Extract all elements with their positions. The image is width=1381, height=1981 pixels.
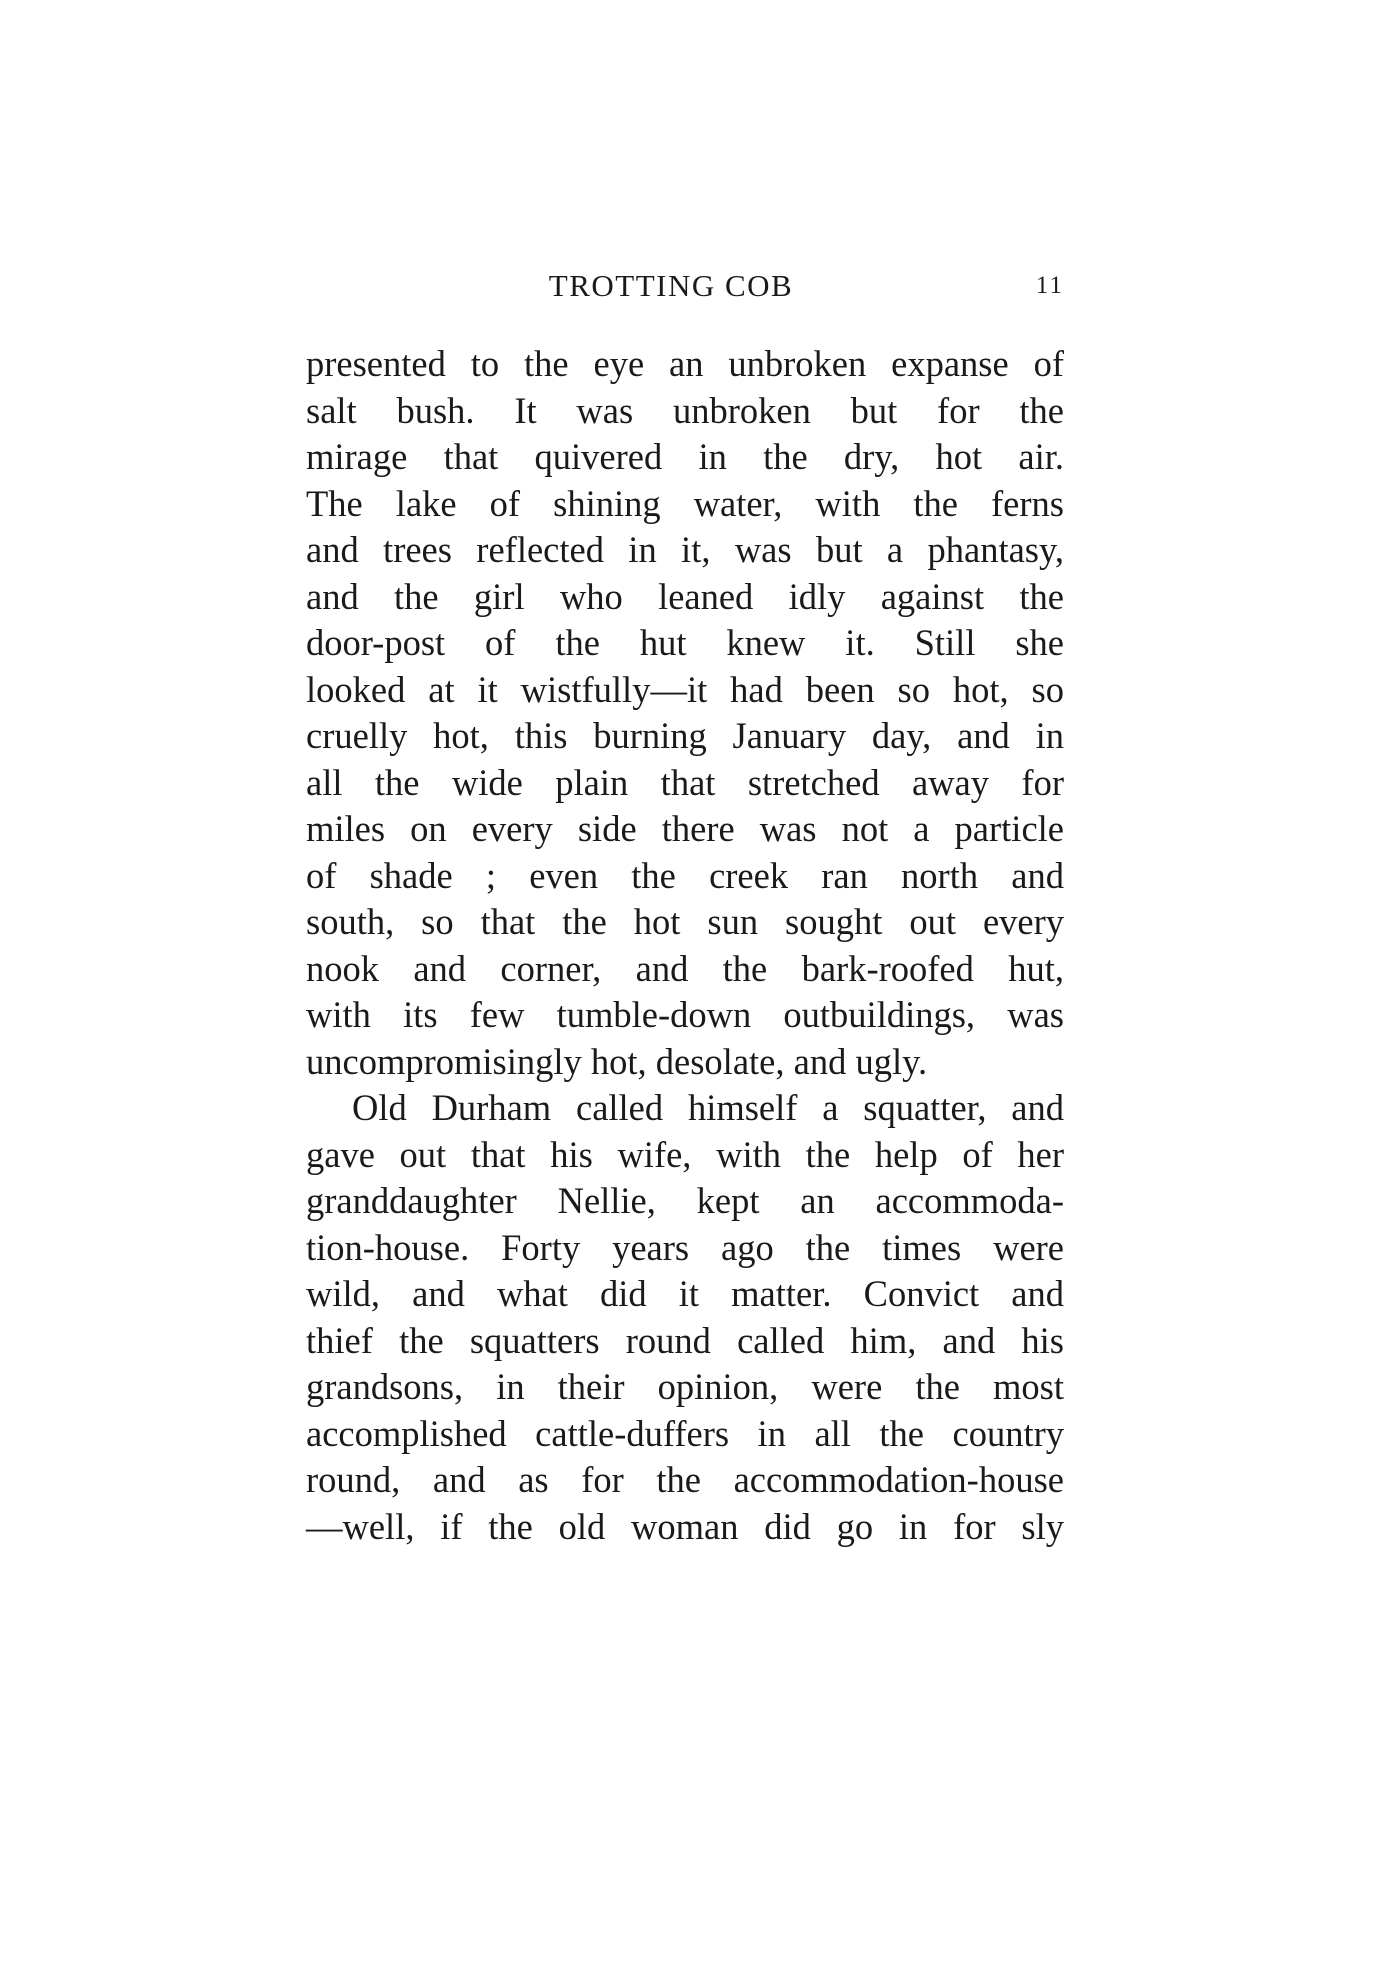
running-head <box>306 266 1064 306</box>
text-line: The lake of shining water, with the ferns <box>306 482 1064 524</box>
text-line: round, and as for the accommodation-house <box>306 1459 1064 1500</box>
text-line: looked at it wistfully—it had been so hot, so <box>306 668 1064 710</box>
text-line: with its few tumble-down outbuildings, was <box>306 994 1064 1035</box>
running-title: TROTTING COB <box>548 268 794 303</box>
text-line: miles on every side there was not a particle <box>306 808 1064 849</box>
text-line: —well, if the old woman did go in for sly <box>306 1505 1064 1547</box>
text-line: wild, and what did it matter. Convict and <box>306 1273 1064 1314</box>
text-line: granddaughter Nellie, kept an accommoda- <box>306 1180 1064 1221</box>
text-line: cruelly hot, this burning January day, and in <box>306 715 1064 756</box>
text-line: nook and corner, and the bark-roofed hut, <box>306 947 1064 989</box>
paragraph-end-line: uncompromisingly hot, desolate, and ugly. <box>306 1040 928 1082</box>
text-line: door-post of the hut knew it. Still she <box>306 622 1064 663</box>
text-line: all the wide plain that stretched away for <box>306 761 1064 803</box>
text-line: and the girl who leaned idly against the <box>306 575 1064 617</box>
text-line: thief the squatters round called him, and his <box>306 1319 1064 1361</box>
text-line: salt bush. It was unbroken but for the <box>306 389 1064 431</box>
text-line: tion-house. Forty years ago the times were <box>306 1226 1064 1268</box>
text-line: and trees reflected in it, was but a phantasy, <box>306 529 1064 570</box>
text-line: accomplished cattle-duffers in all the country <box>306 1412 1064 1454</box>
body-text <box>306 341 1064 1550</box>
paragraph-start-line: Old Durham called himself a squatter, and <box>352 1087 1064 1128</box>
page-number: 11 <box>1035 272 1064 299</box>
text-line: mirage that quivered in the dry, hot air. <box>306 436 1064 477</box>
text-line: gave out that his wife, with the help of her <box>306 1133 1064 1175</box>
text-line: south, so that the hot sun sought out every <box>306 901 1064 942</box>
text-line: of shade ; even the creek ran north and <box>306 854 1064 896</box>
text-line: grandsons, in their opinion, were the most <box>306 1366 1064 1407</box>
text-line: presented to the eye an unbroken expanse of <box>306 343 1064 384</box>
